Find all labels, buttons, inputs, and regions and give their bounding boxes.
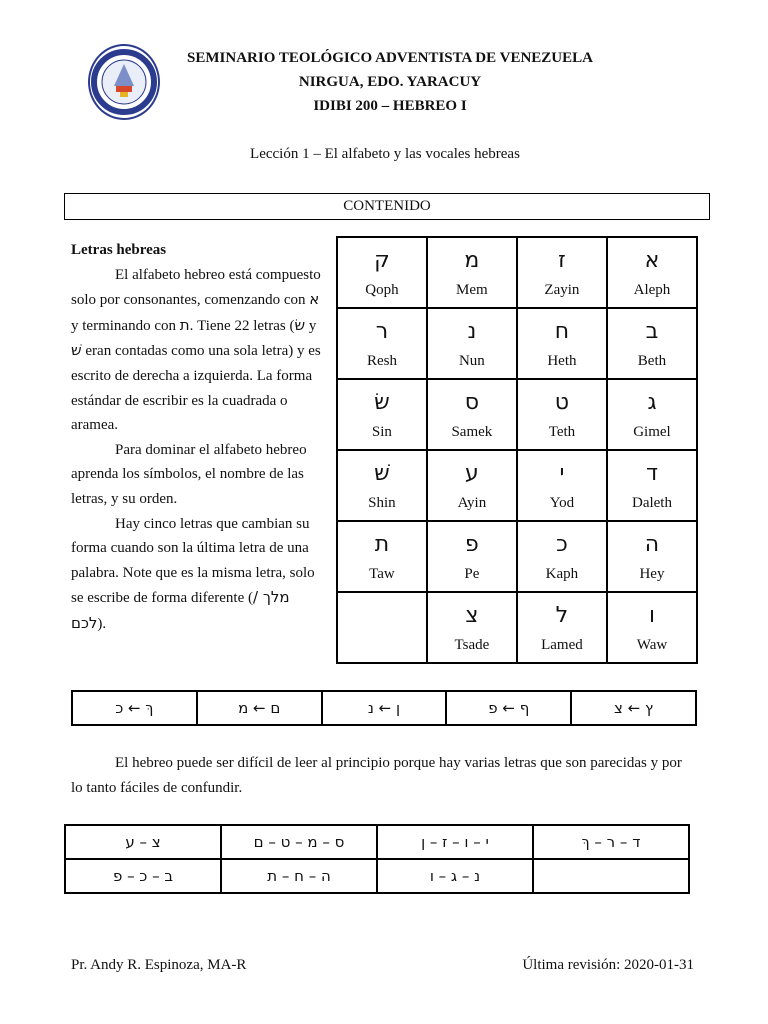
hebrew-letter: ח (554, 318, 570, 344)
p1-b: y terminando con (71, 317, 180, 334)
letter-name: Waw (636, 636, 668, 653)
alphabet-cell (427, 237, 517, 308)
letter-name: Kaph (545, 565, 579, 582)
hebrew-letter: ל (555, 602, 569, 628)
p1-d: eran contadas como una sola letra) y es escrito de derecha a izquierda. La forma estándar de escribir es la cuadrada o aramea. (71, 343, 321, 434)
similar-letters-cell (533, 859, 689, 893)
alphabet-cell (607, 308, 697, 379)
hebrew-letter: ג (647, 389, 657, 415)
hebrew-letter: ו (648, 602, 655, 628)
hebrew-letter: נ (467, 318, 477, 344)
hebrew-letter (338, 611, 426, 645)
alphabet-cell (337, 450, 427, 521)
hebrew-letter: ע (465, 460, 479, 486)
similar-letters-table (64, 824, 690, 894)
alphabet-cell (517, 450, 607, 521)
shin-inline: שׁ (71, 341, 82, 360)
hebrew-letter: שׂ (374, 389, 390, 415)
final-form-cell: ן ← נ (322, 691, 447, 725)
header-line-2: NIRGUA, EDO. YARACUY (298, 74, 482, 90)
p1-a: El alfabeto hebreo está compuesto solo por consonantes, comenzando con (71, 266, 321, 309)
letter-name: Teth (548, 423, 576, 440)
hebrew-letter: ס (464, 389, 480, 415)
alphabet-cell (337, 379, 427, 450)
hebrew-letter: ת (374, 531, 390, 557)
letter-name: Beth (637, 352, 667, 369)
letter-name: Aleph (633, 281, 671, 298)
letter-name: Sin (371, 423, 392, 440)
confusion-text: El hebreo puede ser difícil de leer al principio porque hay varias letras que son parecidas y por lo tanto fáciles de confundir. (71, 755, 682, 796)
alphabet-cell (607, 592, 697, 663)
hebrew-letter: ז (558, 247, 566, 273)
alphabet-cell (337, 521, 427, 592)
taw-inline: ת (179, 315, 190, 334)
hebrew-letter: ק (374, 247, 390, 273)
p1-y: y (305, 317, 317, 334)
alphabet-cell (427, 521, 517, 592)
contenido-box: CONTENIDO (64, 193, 710, 220)
hebrew-letter: ד (645, 460, 658, 486)
similar-letters-cell: ד – ר – ךּ (533, 825, 689, 859)
alphabet-row (337, 592, 697, 663)
alphabet-cell (427, 379, 517, 450)
similar-letters-cell: ס – מ – ט – ם (221, 825, 377, 859)
letter-name: Ayin (457, 494, 487, 511)
similar-letters-cell: ה – ח – ת (221, 859, 377, 893)
letter-name: Nun (458, 352, 485, 369)
alphabet-cell (517, 379, 607, 450)
alphabet-table (336, 236, 698, 664)
letter-name: Pe (464, 565, 480, 582)
alphabet-cell (607, 237, 697, 308)
alphabet-cell (517, 592, 607, 663)
similar-letters-cell: י – ו – ז – ן (377, 825, 533, 859)
letter-name: Resh (366, 352, 397, 369)
hebrew-letter: פ (465, 531, 479, 557)
p1-c: . Tiene 22 letras ( (189, 317, 295, 334)
letter-name: Hey (639, 565, 665, 582)
sin-inline: שׂ (294, 315, 306, 334)
header-line-3: IDIBI 200 – HEBREO I (313, 98, 467, 114)
alphabet-cell (427, 308, 517, 379)
letter-name: Daleth (631, 494, 672, 511)
alphabet-cell (517, 521, 607, 592)
alphabet-cell (337, 592, 427, 663)
similar-letters-cell: צ – ע (65, 825, 221, 859)
aleph-inline: א (309, 290, 320, 309)
letter-name: Gimel (633, 423, 671, 440)
footer-author: Pr. Andy R. Espinoza, MA-R (71, 957, 247, 973)
alphabet-cell (337, 237, 427, 308)
alphabet-cell (427, 592, 517, 663)
paragraph-3 (71, 512, 327, 637)
alphabet-row (337, 379, 697, 450)
letter-name: Qoph (365, 281, 399, 298)
alphabet-cell (607, 379, 697, 450)
hebrew-letter: ב (645, 318, 659, 344)
paragraph-1 (71, 263, 327, 438)
confusion-paragraph (71, 751, 696, 800)
letter-name: Lamed (541, 636, 583, 653)
hebrew-letter: ר (375, 318, 389, 344)
similar-row (65, 859, 689, 893)
hebrew-letter: מ (464, 247, 480, 273)
letter-name: Samek (451, 423, 493, 440)
letters-intro-text (71, 238, 327, 637)
letter-name: Taw (369, 565, 395, 582)
final-form-cell: ף ← פ (446, 691, 571, 725)
hebrew-letter: כ (556, 531, 568, 557)
alphabet-cell (607, 521, 697, 592)
p3-b: ). (97, 615, 107, 632)
hebrew-letter: א (644, 247, 660, 273)
similar-row (65, 825, 689, 859)
p3-a: Hay cinco letras que cambian su forma cuando son la última letra de una palabra. Note que es la misma letra, solo se escribe de forma diferente ( (71, 515, 315, 607)
alphabet-cell (517, 237, 607, 308)
similar-letters-cell: ב – כ – פ (65, 859, 221, 893)
alphabet-row (337, 237, 697, 308)
alphabet-row (337, 308, 697, 379)
hebrew-letter: י (559, 460, 565, 486)
similar-letters-cell: נ – ג – ו (377, 859, 533, 893)
letter-name: Yod (549, 494, 575, 511)
hebrew-letter: ט (554, 389, 570, 415)
letter-name: Heth (547, 352, 577, 369)
alphabet-cell (337, 308, 427, 379)
letter-name: Mem (456, 281, 488, 298)
footer-revision: Última revisión: 2020-01-31 (522, 957, 694, 973)
final-form-cell: ךּ ← כ (72, 691, 197, 725)
final-form-cell: ם ← מ (197, 691, 322, 725)
final-form-cell: ץ ← צ (571, 691, 696, 725)
paragraph-2: Para dominar el alfabeto hebreo aprenda los símbolos, el nombre de las letras, y su orden. (71, 441, 307, 507)
hebrew-letter: צ (465, 602, 479, 628)
letters-heading: Letras hebreas (71, 242, 167, 258)
alphabet-cell (517, 308, 607, 379)
alphabet-row (337, 450, 697, 521)
header-line-1: SEMINARIO TEOLÓGICO ADVENTISTA DE VENEZUELA (187, 50, 593, 66)
letter-name: Shin (368, 494, 396, 511)
final-forms-table (71, 690, 697, 726)
lesson-title: Lección 1 – El alfabeto y las vocales hebreas (250, 146, 520, 162)
hebrew-letter: ה (644, 531, 660, 557)
letter-name: Zayin (544, 281, 580, 298)
final-letters-example: מלך / לכם (71, 588, 290, 632)
alphabet-cell (427, 450, 517, 521)
hebrew-letter: שׁ (374, 460, 390, 486)
letter-name: Tsade (454, 636, 490, 653)
alphabet-row (337, 521, 697, 592)
alphabet-cell (607, 450, 697, 521)
